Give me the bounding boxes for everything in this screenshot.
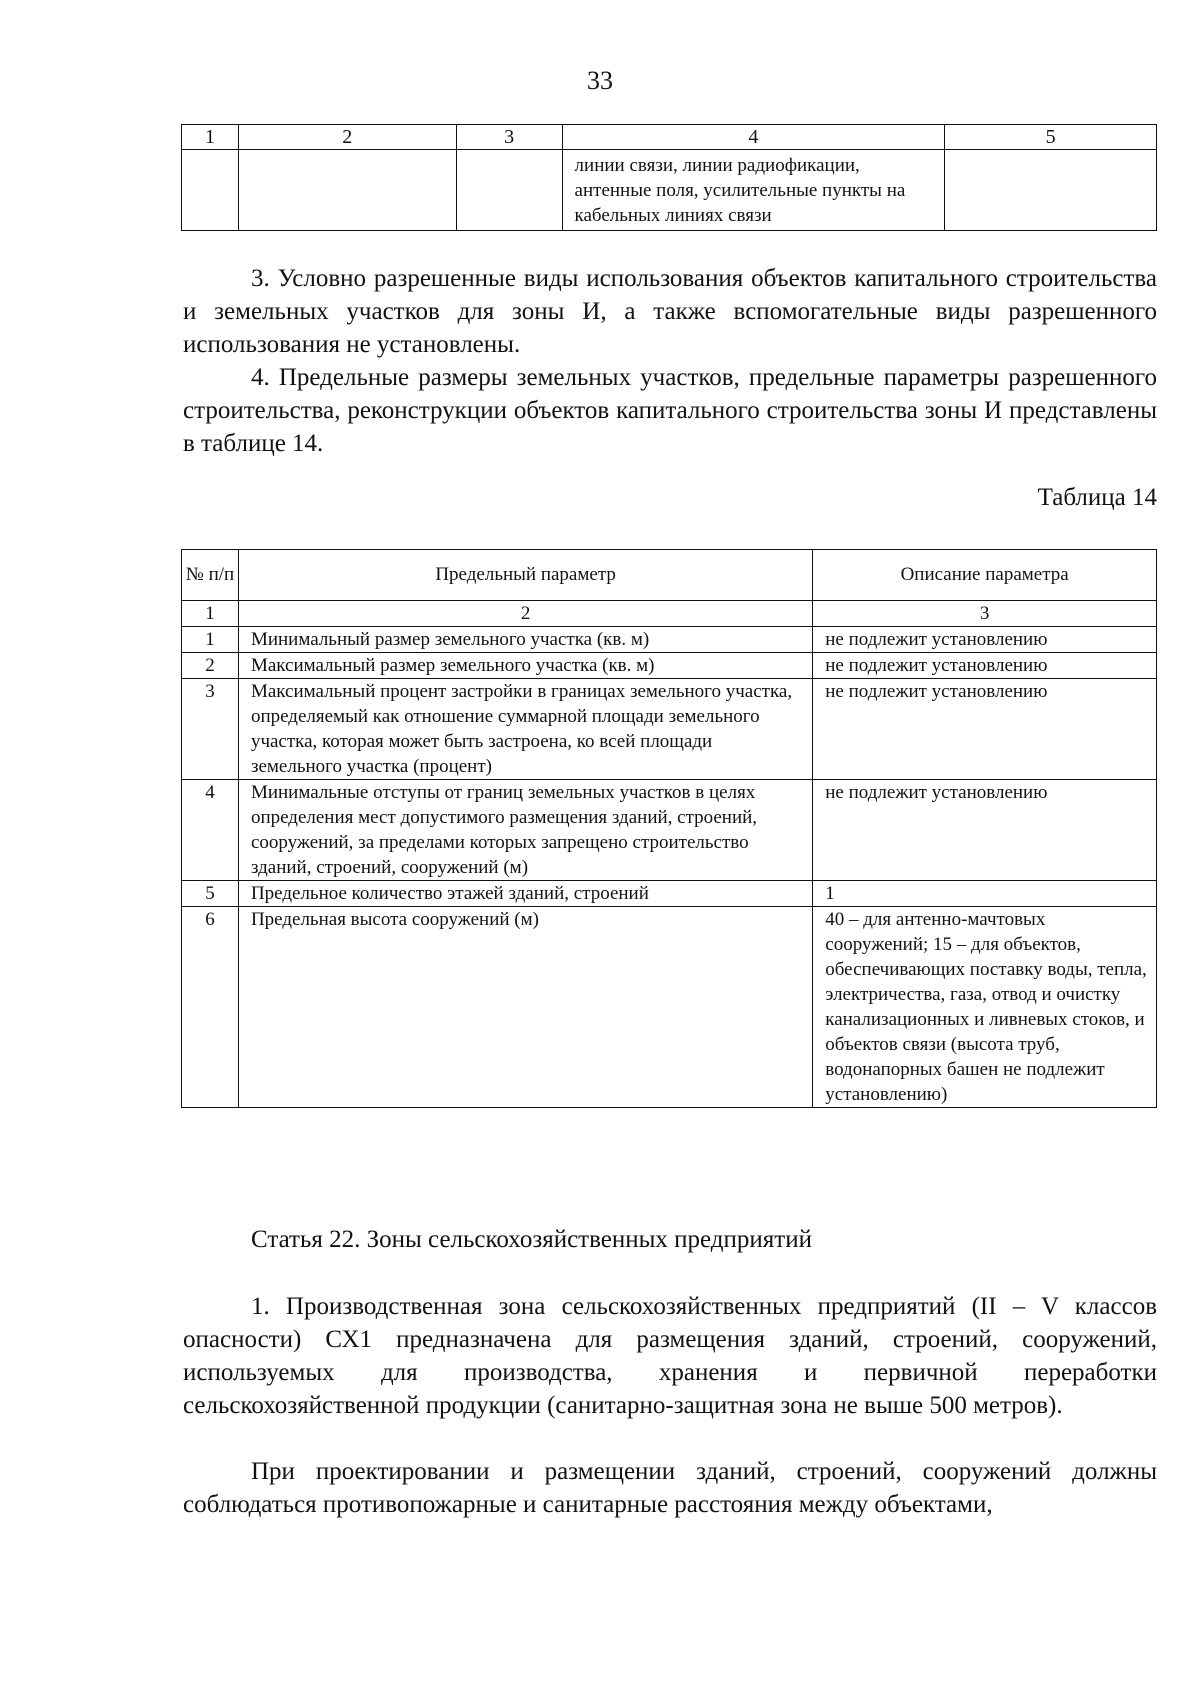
row-description: не подлежит установлению (813, 653, 1157, 679)
row-parameter: Предельное количество этажей зданий, строений (238, 881, 812, 907)
table-header-row (182, 550, 1157, 601)
table-header-cell: 3 (456, 125, 562, 150)
row-description: не подлежит установлению (813, 627, 1157, 653)
table-header-cell: 1 (182, 125, 239, 150)
article-paragraph-2 (183, 1455, 1157, 1521)
table-row (182, 907, 1157, 1108)
table-header-cell: Предельный параметр (238, 550, 812, 601)
paragraph-3 (183, 262, 1157, 361)
table-cell (238, 150, 456, 231)
table-row (182, 679, 1157, 780)
row-description: не подлежит установлению (813, 780, 1157, 881)
table-index-row (182, 601, 1157, 627)
paragraph-4-text: 4. Предельные размеры земельных участков, предельные параметры разрешенного строительства, реконструкции объектов капитального строительства зоны И представлены в таблице 14. (183, 364, 1157, 457)
row-parameter: Минимальный размер земельного участка (кв. м) (238, 627, 812, 653)
article-heading: Статья 22. Зоны сельскохозяйственных предприятий (251, 1226, 812, 1253)
table-index-cell: 2 (238, 601, 812, 627)
article-paragraph-1 (183, 1290, 1157, 1422)
table-cell (456, 150, 562, 231)
table-row (182, 627, 1157, 653)
table-index-cell: 3 (813, 601, 1157, 627)
row-description: не подлежит установлению (813, 679, 1157, 780)
row-parameter: Максимальный размер земельного участка (кв. м) (238, 653, 812, 679)
page-number: 33 (587, 66, 613, 95)
row-parameter: Предельная высота сооружений (м) (238, 907, 812, 1108)
paragraph-4 (183, 361, 1157, 460)
article-paragraph-1-text: 1. Производственная зона сельскохозяйственных предприятий (II – V классов опасности) СХ1 предназначена для размещения зданий, строений, сооружений, используемых для производства, хранения и первичной переработки сельскохозяйственной продукции (санитарно-защитная зона не выше 500 метров). (183, 1293, 1157, 1419)
row-number: 3 (182, 679, 239, 780)
table-header-cell: 2 (238, 125, 456, 150)
table-cell (945, 150, 1157, 231)
continuation-table (181, 124, 1157, 231)
table-caption: Таблица 14 (1037, 484, 1157, 511)
row-description: 1 (813, 881, 1157, 907)
row-parameter: Максимальный процент застройки в границах земельного участка, определяемый как отношение суммарной площади земельного участка, которая может быть застроена, ко всей площади земельного участка (процент) (238, 679, 812, 780)
row-parameter: Минимальные отступы от границ земельных участков в целях определения мест допустимого размещения зданий, строений, сооружений, за пределами которых запрещено строительство зданий, строений, сооружений (м) (238, 780, 812, 881)
row-number: 5 (182, 881, 239, 907)
table-header-cell: 4 (562, 125, 945, 150)
row-number: 2 (182, 653, 239, 679)
row-description: 40 – для антенно-мачтовых сооружений; 15 – для объектов, обеспечивающих поставку воды, тепла, электричества, газа, отвод и очистку канализационных и ливневых стоков, и объектов связи (высота труб, водонапорных башен не подлежит установлению) (813, 907, 1157, 1108)
table-header-cell: Описание параметра (813, 550, 1157, 601)
row-number: 1 (182, 627, 239, 653)
row-number: 4 (182, 780, 239, 881)
table-header-cell: № п/п (182, 550, 239, 601)
table-header-cell: 5 (945, 125, 1157, 150)
table-row (182, 780, 1157, 881)
table-header-row (182, 125, 1157, 150)
row-number: 6 (182, 907, 239, 1108)
parameters-table (181, 549, 1157, 1108)
table-cell: линии связи, линии радиофикации, антенные поля, усилительные пункты на кабельных линиях связи (562, 150, 945, 231)
table-cell (182, 150, 239, 231)
table-row (182, 653, 1157, 679)
table-row (182, 881, 1157, 907)
table-index-cell: 1 (182, 601, 239, 627)
table-row (182, 150, 1157, 231)
paragraph-3-text: 3. Условно разрешенные виды использования объектов капитального строительства и земельных участков для зоны И, а также вспомогательные виды разрешенного использования не установлены. (183, 265, 1157, 358)
article-paragraph-2-text: При проектировании и размещении зданий, строений, сооружений должны соблюдаться противопожарные и санитарные расстояния между объектами, (183, 1458, 1157, 1518)
